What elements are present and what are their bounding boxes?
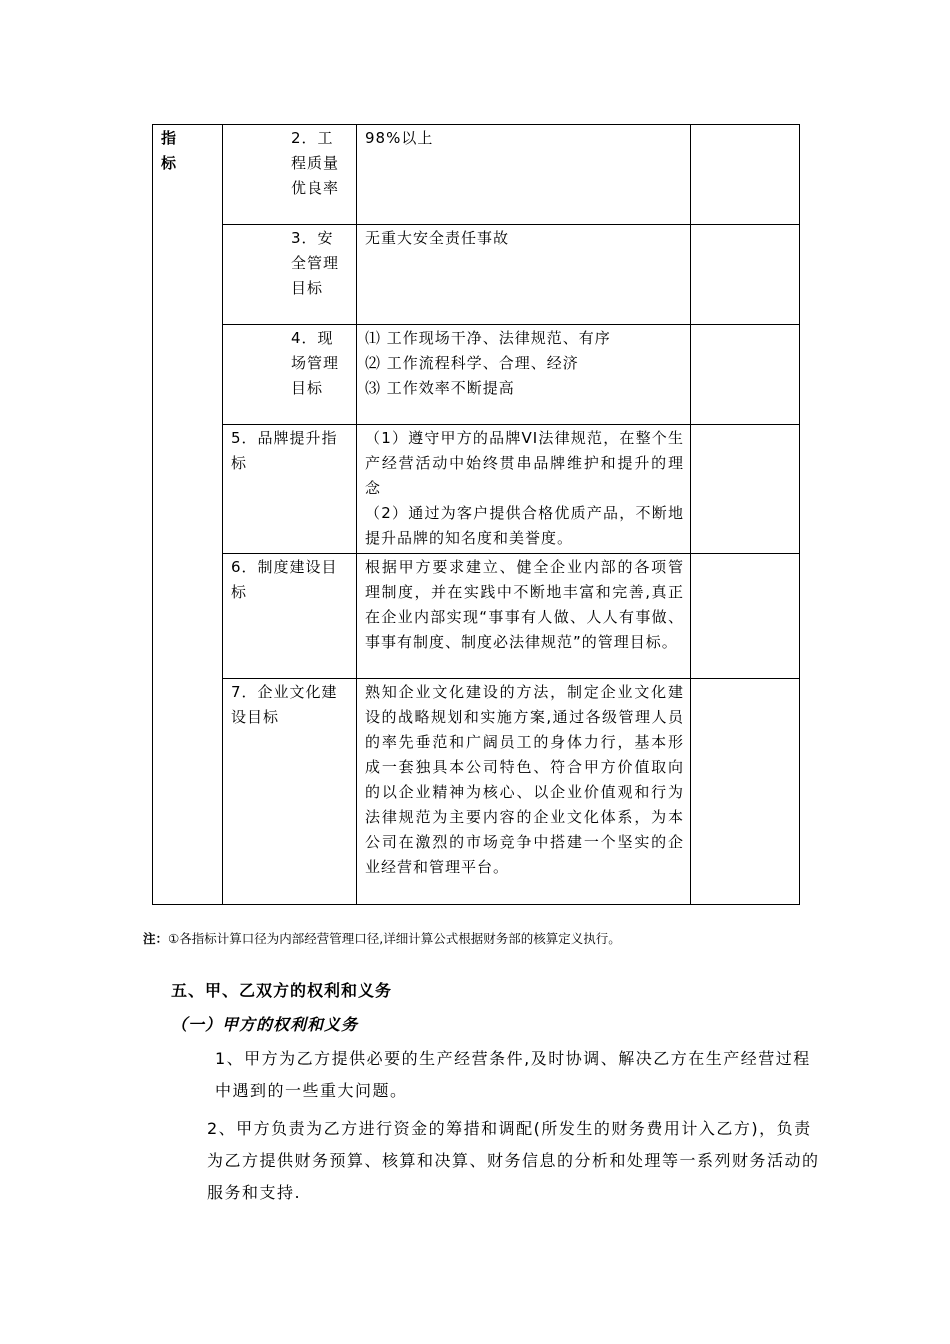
table-row [153, 125, 800, 225]
table-row [153, 225, 800, 325]
indicator-name: 2．工程质量优良率 [223, 125, 357, 225]
indicator-name: 4．现场管理目标 [223, 325, 357, 425]
indicator-name: 6．制度建设目标 [223, 554, 357, 679]
remark-cell [691, 325, 800, 425]
category-cell [153, 125, 223, 905]
note-text: ①各指标计算口径为内部经营管理口径,详细计算公式根据财务部的核算定义执行。 [168, 931, 621, 946]
remark-cell [691, 554, 800, 679]
indicator-content: 熟知企业文化建设的方法，制定企业文化建设的战略规划和实施方案,通过各级管理人员的率先垂范和广阔员工的身体力行，基本形成一套独具本公司特色、符合甲方价值取向的以企业精神为核心、以企业价值观和行为法律规范为主要内容的企业文化体系，为本公司在激烈的市场竞争中搭建一个坚实的企业经营和管理平台。 [357, 679, 691, 905]
indicator-name: 5．品牌提升指标 [223, 425, 357, 554]
paragraph: 2、甲方负责为乙方进行资金的筹措和调配(所发生的财务费用计入乙方)，负责为乙方提供财务预算、核算和决算、财务信息的分析和处理等一系列财务活动的服务和支持. [207, 1119, 820, 1202]
table-row [153, 325, 800, 425]
remark-cell [691, 425, 800, 554]
indicator-content: （1）遵守甲方的品牌VI法律规范，在整个生产经营活动中始终贯串品牌维护和提升的理念 （2）通过为客户提供合格优质产品，不断地提升品牌的知名度和美誉度。 [357, 425, 691, 554]
paragraph: 1、甲方为乙方提供必要的生产经营条件,及时协调、解决乙方在生产经营过程中遇到的一些重大问题。 [215, 1049, 811, 1100]
indicator-content: ⑴ 工作现场干净、法律规范、有序 ⑵ 工作流程科学、合理、经济 ⑶ 工作效率不断提高 [357, 325, 691, 425]
section-subtitle: （一）甲方的权利和义务 [171, 1015, 359, 1034]
table-row [153, 425, 800, 554]
indicator-content: 无重大安全责任事故 [357, 225, 691, 325]
section-title: 五、甲、乙双方的权利和义务 [171, 981, 393, 1000]
category-label: 指标 [161, 129, 178, 172]
indicator-name: 3．安全管理目标 [223, 225, 357, 325]
indicator-name: 7．企业文化建设目标 [223, 679, 357, 905]
indicator-content: 根据甲方要求建立、健全企业内部的各项管理制度，并在实践中不断地丰富和完善,真正在企业内部实现“事事有人做、人人有事做、事事有制度、制度必法律规范”的管理目标。 [357, 554, 691, 679]
note-label: 注： [143, 931, 169, 946]
indicator-table [152, 124, 800, 905]
indicator-content: 98%以上 [357, 125, 691, 225]
table-row [153, 554, 800, 679]
table-note [143, 929, 621, 947]
remark-cell [691, 125, 800, 225]
table-row [153, 679, 800, 905]
remark-cell [691, 225, 800, 325]
remark-cell [691, 679, 800, 905]
